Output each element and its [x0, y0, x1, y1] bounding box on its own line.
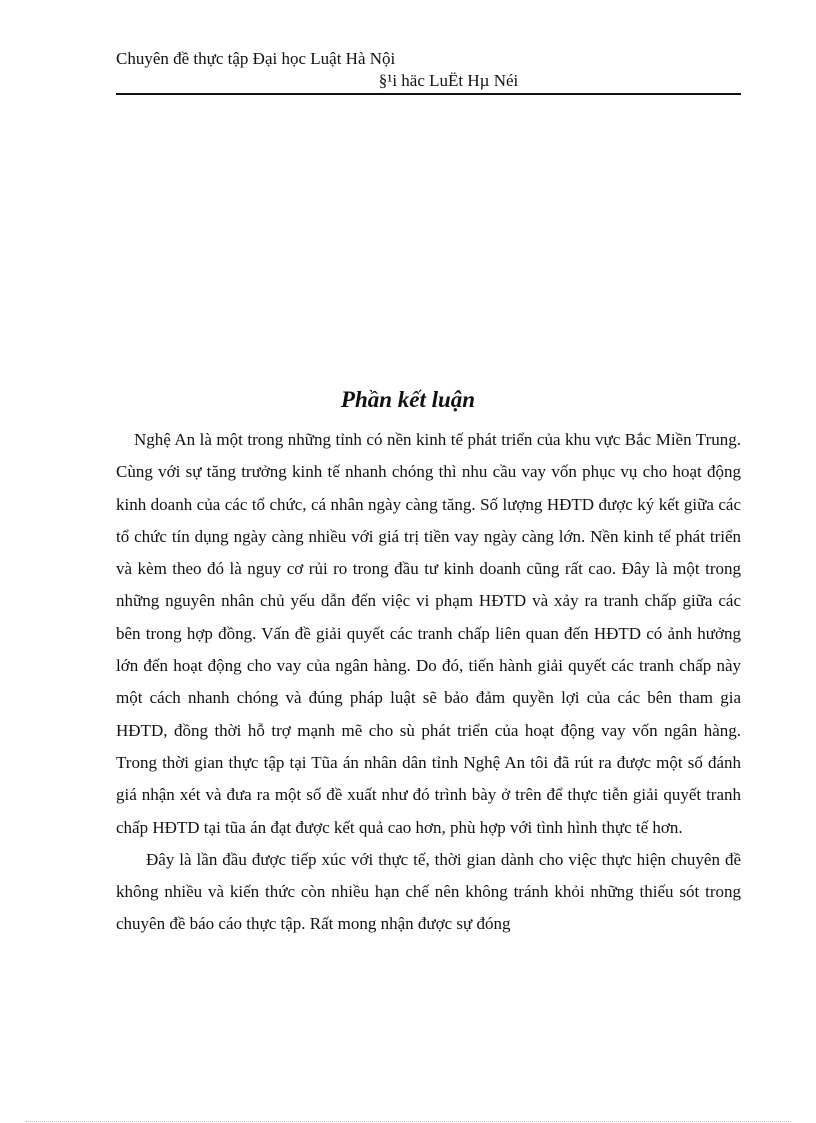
paragraph-1: Nghệ An là một trong những tỉnh có nền kinh tế phát triển của khu vực Bắc Miền Trung. Cùng với sự tăng trưởng kinh tế nhanh chóng thì nhu cầu vay vốn phục vụ cho hoạt động kinh doanh của các tổ chức, cá nhân ngày càng tăng. Số lượng HĐTD được ký kết giữa các tổ chức tín dụng ngày càng nhiều với giá trị tiền vay ngày càng lớn. Nền kinh tế phát triển và kèm theo đó là nguy cơ rủi ro trong đầu tư kinh doanh cũng rất cao. Đây là một trong những nguyên nhân chủ yếu dẫn đến việc vi phạm HĐTD và xảy ra tranh chấp giữa các bên trong hợp đồng. Vấn đề giải quyết các tranh chấp liên quan đến HĐTD có ảnh hưởng lớn đến hoạt động cho vay của ngân hàng. Do đó, tiến hành giải quyết các tranh chấp này một cách nhanh chóng và đúng pháp luật sẽ bảo đảm quyền lợi của các bên tham gia HĐTD, đồng thời hỗ trợ mạnh mẽ cho sù phát triển của hoạt động vay vốn ngân hàng. Trong thời gian thực tập tại Tũa án nhân dân tỉnh Nghệ An tôi đã rút ra được một số đánh giá nhận xét và đưa ra một số đề xuất như đó trình bày ở trên để thực tiễn giải quyết tranh chấp HĐTD tại tũa án đạt được kết quả cao hơn, phù hợp với tình hình thực tế hơn. — [116, 430, 741, 837]
header-title: Chuyên đề thực tập Đại học Luật Hà Nội — [116, 49, 396, 68]
page-header — [116, 48, 741, 92]
header-subtitle-legacy-encoding: §¹i häc LuËt Hµ Néi — [378, 71, 519, 90]
section-title: Phần kết luận — [340, 387, 476, 412]
page-bottom-divider — [25, 1121, 791, 1122]
paragraph-2: Đây là lần đầu được tiếp xúc với thực tế, thời gian dành cho việc thực hiện chuyên đề không nhiều và kiến thức còn nhiều hạn chế nên không tránh khỏi những thiếu sót trong chuyên đề báo cáo thực tập. Rất mong nhận được sự đóng — [116, 849, 741, 934]
header-divider — [116, 93, 741, 95]
document-body — [116, 424, 741, 941]
